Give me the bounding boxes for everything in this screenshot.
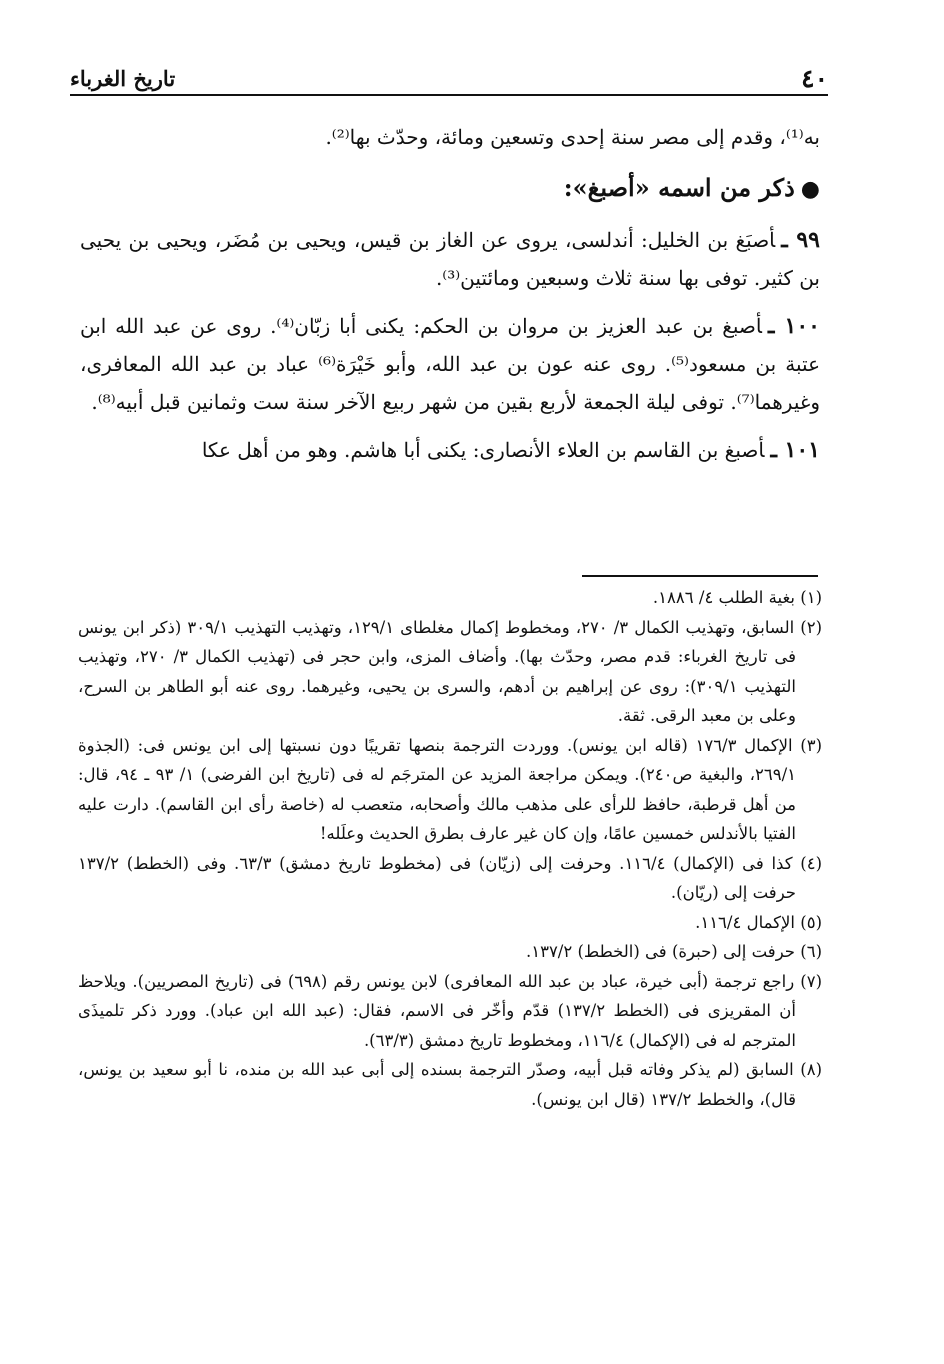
entry-number: ١٠٠ ـ [767,313,820,339]
footnote-1: (١) بغية الطلب ٤/ ١٨٨٦. [652,588,822,607]
entry-text: أصبغ بن القاسم بن العلاء الأنصارى: يكنى أبا هاشم. وهو من أهل عكا [201,438,765,462]
page-header [70,60,828,96]
footnote-6: (٦) حرفت إلى (حبرة) فى (الخطط) ١٣٧/٢. [525,942,822,961]
opening-line: به⁽¹⁾، وقدم إلى مصر سنة إحدى وتسعين ومائة، وحدّث بها⁽²⁾. [325,125,820,149]
bullet-icon: ● [800,176,820,202]
entry-number: ١٠١ ـ [770,437,820,463]
entry-100 [80,307,820,421]
footnote-5: (٥) الإكمال ١١٦/٤. [695,912,822,932]
running-title: تاريخ الغرباء [70,66,176,91]
footnote-7: (٧) راجع ترجمة (أبى خيرة، عباد بن عبد الله المعافرى) لابن يونس رقم (٦٩٨) فى (تاريخ المصريين). ويلاحظ أن المقريزى فى (الخطط ١٣٧/٢) قدّم وأخّر فى الاسم، فقال: (عبد الله ابن عباد). وورد ذكر تلميذَى المترجم له فى (الإكمال) ١١٦/٤، ومخطوط تاريخ دمشق (٦٣/٣). [78,971,822,1050]
footnote-divider [582,575,818,577]
page-number: ٤٠ [801,64,828,93]
footnote-8: (٨) السابق (لم يذكر وفاته قبل أبيه، وصدّر الترجمة بسنده إلى أبى عبد الله بن منده، نا أبو سعيد بن يونس، قال)، والخطط ١٣٧/٢ (قال ابن يونس). [78,1060,822,1109]
section-heading [80,166,820,211]
footnote-4: (٤) كذا فى (الإكمال) ١١٦/٤. وحرفت إلى (زيّان) فى (مخطوط تاريخ دمشق) ٦٣/٣. وفى (الخطط) ١٣٧/٢ حرفت إلى (ريّان). [78,853,823,902]
entry-text: أصبغ بن عبد العزيز بن مروان بن الحكم: يكنى أبا زبّان⁽⁴⁾. روى عن عبد الله ابن عتبة بن مسعود⁽⁵⁾. روى عنه عون بن عبد الله، وأبو خَيْرَة⁽⁶⁾ عباد بن عبد الله المعافرى، وغيرهما⁽⁷⁾. توفى ليلة الجمعة لأربع بقين من شهر ربيع الآخر سنة ست وثمانين قبل أبيه⁽⁸⁾. [80,314,820,414]
entry-101 [80,431,820,469]
entry-99 [80,221,820,297]
footnotes [78,583,822,1114]
footnote-3: (٣) الإكمال ١٧٦/٣ (قاله ابن يونس). ووردت الترجمة بنصها تقريبًا دون نسبتها إلى ابن يونس فى: (الجذوة ٢٦٩/١، والبغية ص٢٤٠). ويمكن مراجعة المزيد عن المترجَم له فى (تاريخ ابن الفرضى) ١/ ٩٣ ـ ٩٤، قال: من أهل قرطبة، حافظ للرأى على مذهب مالك وأصحابه، متعصب له (خاصة رأى ابن القاسم). دارت عليه الفتيا بالأندلس خمسين عامًا، وإن كان غير عارف بطرق الحديث وعلَله! [78,735,822,843]
entry-number: ٩٩ ـ [781,227,820,253]
section-heading-text: ذكر من اسمه «أصبغ»: [563,173,795,202]
entry-text: أصبَغ بن الخليل: أندلسى، يروى عن الغاز بن قيس، ويحيى بن مُضَر، ويحيى بن يحيى بن كثير. توفى بها سنة ثلاث وسبعين ومائتين⁽³⁾. [80,228,820,290]
footnote-2: (٢) السابق، وتهذيب الكمال ٣/ ٢٧٠، ومخطوط إكمال مغلطاى ١٢٩/١، وتهذيب التهذيب ٣٠٩/١ (ذكر ابن يونس فى تاريخ الغرباء: قدم مصر، وحدّث بها). وأضاف المزى، وابن حجر فى (تهذيب الكمال ٣/ ٢٧٠، وتهذيب التهذيب ٣٠٩/١): روى عن إبراهيم بن أدهم، والسرى بن يحيى، وغيرهما. روى عنه أبو الطاهر بن السرح، وعلى بن معبد الرقى. ثقة. [78,617,822,725]
main-text [80,118,820,479]
